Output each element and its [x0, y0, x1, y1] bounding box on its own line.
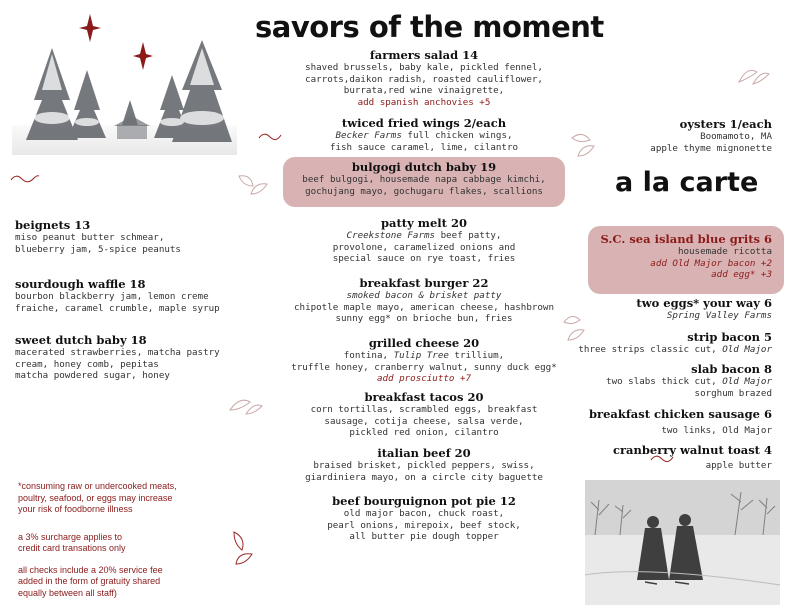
dish-description: Becker Farms full chicken wings, [335, 130, 513, 141]
dish-description: macerated strawberries, matcha pastry [15, 347, 220, 358]
dish-name: farmers salad 14 [369, 48, 479, 62]
dish-description: matcha powdered sugar, honey [15, 370, 170, 382]
dish-name: beef bourguignon pot pie 12 [332, 494, 516, 508]
dish-description: two links, Old Major [661, 425, 772, 436]
dish-description: housemade ricotta [677, 246, 772, 257]
dish-addon: add egg* +3 [711, 269, 772, 281]
dish-name: strip bacon 5 [687, 330, 772, 344]
menu-item [15, 218, 181, 255]
dish-name: S.C. sea island blue grits 6 [600, 232, 772, 246]
menu-item [613, 443, 772, 472]
dish-name: sweet dutch baby 18 [15, 333, 147, 347]
dish-description: fraiche, caramel crumble, maple syrup [15, 302, 220, 314]
dish-description: blueberry jam, 5-spice peanuts [15, 243, 181, 255]
farm-name: Tulip Tree [393, 350, 449, 361]
note-line: *consuming raw or undercooked meats, [18, 481, 177, 491]
farm-name: Old Major [722, 376, 772, 387]
dish-description: fish sauce caramel, lime, cilantro [329, 141, 519, 153]
dish-description: truffle honey, cranberry walnut, sunny duck egg* [291, 361, 557, 373]
note-line: all checks include a 20% service fee [18, 564, 163, 575]
dish-description: pickled red onion, cilantro [349, 427, 499, 439]
leaf-icon [737, 64, 771, 93]
note-line: equally between all staff) [18, 587, 117, 598]
menu-item [578, 330, 772, 356]
dish-description: apple thyme mignonette [650, 142, 772, 154]
menu-item [286, 336, 562, 385]
squiggle-icon [10, 172, 40, 191]
dish-description: apple butter [705, 460, 772, 471]
dish-description: two slabs thick cut, Old Major [606, 376, 772, 387]
dish-addon: add prosciutto +7 [376, 373, 472, 385]
menu-item [636, 296, 772, 322]
dish-description: sorghum brazed [694, 387, 772, 399]
menu-item [15, 333, 220, 382]
menu-item [15, 277, 220, 314]
dish-description: sausage, cotija cheese, salsa verde, [324, 415, 524, 427]
dish-description: beef bulgogi, housemade napa cabbage kimchi, [302, 174, 546, 185]
dish-description: miso peanut butter schmear, [15, 232, 165, 243]
dish-name: breakfast tacos 20 [364, 390, 484, 404]
featured-menu-item [588, 226, 784, 294]
dish-description: all butter pie dough topper [349, 531, 499, 543]
farm-name: Becker Farms [335, 130, 402, 141]
dish-addon: add spanish anchovies +5 [357, 96, 491, 108]
dish-description: corn tortillas, scrambled eggs, breakfast [310, 404, 538, 415]
dish-name: cranberry walnut toast 4 [612, 443, 772, 457]
leaf-icon [228, 392, 264, 423]
note-line: credit card transations only [18, 543, 126, 553]
dish-description: special sauce on rye toast, fries [332, 253, 516, 265]
dish-description: fontina, Tulip Tree trillium, [343, 350, 505, 361]
menu-item [606, 362, 772, 399]
farm-name: Creekstone Farms [346, 230, 436, 241]
dish-name: italian beef 20 [377, 446, 471, 460]
dish-description: Creekstone Farms beef patty, [346, 230, 502, 241]
leaf-icon [235, 170, 269, 205]
dish-name: sourdough waffle 18 [15, 277, 146, 291]
dish-name: breakfast burger 22 [359, 276, 489, 290]
dish-description: chipotle maple mayo, american cheese, hashbrown [294, 301, 554, 313]
winter-trees-illustration [12, 30, 237, 155]
dish-addon: add Old Major bacon +2 [650, 257, 772, 269]
dish-description: braised brisket, pickled peppers, swiss, [313, 460, 535, 471]
featured-menu-item [283, 157, 565, 207]
menu-item [286, 276, 562, 325]
dish-description: gochujang mayo, gochugaru flakes, scallions [305, 185, 543, 197]
menu-item [286, 446, 562, 483]
dish-name: bulgogi dutch baby 19 [351, 160, 497, 174]
dish-description: Boomamoto, MA [700, 131, 772, 142]
dish-name: slab bacon 8 [691, 362, 772, 376]
menu-item [286, 116, 562, 153]
menu-item-oysters [650, 117, 772, 154]
dish-name: patty melt 20 [381, 216, 467, 230]
sparkle-icon [79, 14, 101, 47]
dish-name: breakfast chicken sausage 6 [589, 407, 772, 421]
raw-food-warning [18, 481, 268, 516]
menu-item [286, 48, 562, 108]
menu-item [589, 407, 772, 437]
dish-description: cream, honey comb, pepitas [15, 358, 159, 370]
section-title-a-la-carte: a la carte [615, 167, 759, 198]
note-line: your risk of foodborne illness [18, 504, 133, 514]
note-line: a 3% surcharge applies to [18, 531, 123, 542]
leaf-icon [568, 128, 602, 167]
squiggle-icon [258, 130, 282, 149]
note-line: added in the form of gratuity shared [18, 576, 161, 586]
menu-item [286, 494, 562, 543]
sparkle-icon [133, 42, 153, 75]
dish-description: three strips classic cut, Old Major [578, 344, 772, 355]
dish-description: shaved brussels, baby kale, pickled fennel, [305, 62, 543, 73]
dish-description: provolone, caramelized onions and [332, 241, 516, 253]
dish-description: Spring Valley Farms [666, 310, 772, 321]
page-title: savors of the moment [255, 10, 604, 44]
leaf-icon [228, 528, 258, 573]
dish-name: beignets 13 [15, 218, 91, 232]
dish-description: burrata,red wine vinaigrette, [343, 85, 505, 97]
featured-menu-item-content [588, 226, 784, 281]
dish-name: oysters 1/each [679, 117, 772, 131]
menu-item [286, 390, 562, 439]
dish-description: carrots,daikon radish, roasted cauliflower, [305, 73, 543, 85]
dish-description: sunny egg* on brioche bun, fries [335, 313, 513, 325]
farm-name: Old Major [722, 344, 772, 355]
note-line: poultry, seafood, or eggs may increase [18, 492, 173, 503]
dish-description: giardiniera mayo, on a circle city baguette [305, 471, 543, 483]
dish-description: smoked bacon & brisket patty [346, 290, 502, 301]
dish-description: bourbon blackberry jam, lemon creme [15, 291, 209, 302]
squiggle-icon [650, 452, 674, 471]
dish-description: old major bacon, chuck roast, [343, 508, 505, 519]
dish-name: twiced fried wings 2/each [341, 116, 507, 130]
dish-name: two eggs* your way 6 [636, 296, 772, 310]
skaters-illustration [585, 480, 780, 605]
dish-description: pearl onions, mirepoix, beef stock, [327, 519, 521, 531]
leaf-icon [560, 310, 590, 349]
dish-name: grilled cheese 20 [368, 336, 480, 350]
menu-item [286, 216, 562, 265]
